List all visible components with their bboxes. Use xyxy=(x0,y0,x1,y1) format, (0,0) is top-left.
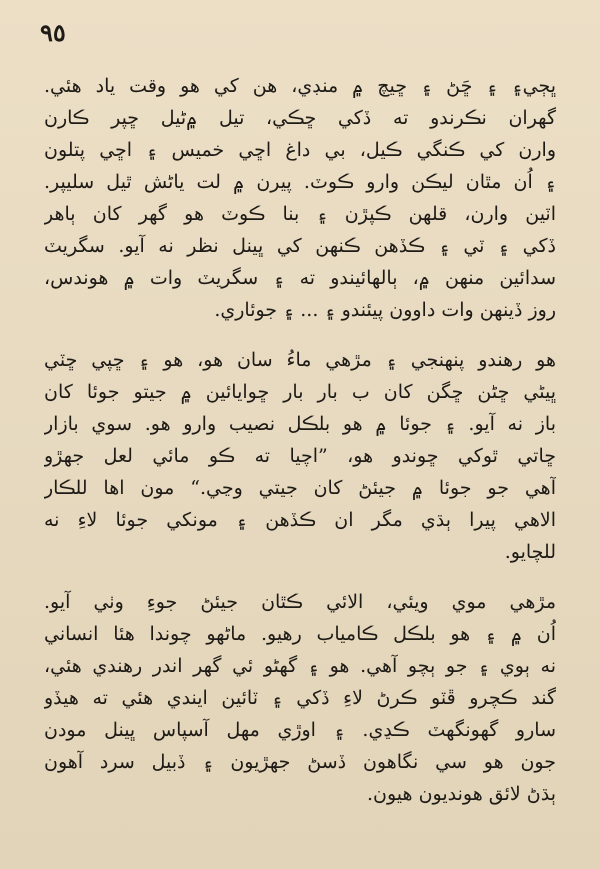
paragraph-2 xyxy=(44,344,556,568)
text-line: ٻڌڻ لائق هونديون هيون. xyxy=(366,783,556,805)
text-line: ڏکي ۽ ٽي ۽ ڪڏهن ڪنهن کي ڀينل نظر نه آيو. سگريٽ xyxy=(44,235,556,257)
text-line: ڀيڻي ڇڻن ڇگن کان ب بار بار ڇوايائين ۾ جيتو جوئا کان xyxy=(44,381,556,403)
text-line: سارو گهونگهٽ ڪڍي. ۽ اوڙي مهل آسپاس ڀينل مودن xyxy=(44,719,556,741)
text-line: مڙهي موي ويئي، الائي ڪٿان جيئڻ جوءِ وٺي آيو. xyxy=(44,591,556,613)
paragraph-3 xyxy=(44,586,556,810)
text-line: سدائين منهن ۾، ٻالهائيندو ته ۽ سگريٽ وات ۾ هوندس، xyxy=(44,267,556,289)
text-line: هو رهندو پنهنجي ۽ مڙهي ماءُ سان هو، هو ۽ ڇپي ڇٽي xyxy=(44,349,556,371)
text-line: وارن کي ڪنگي ڪيل، بي داغ اڇي خميس ۽ اڇي پتلون xyxy=(44,139,556,161)
text-line: آهي جو جوئا ۾ جيئڻ کان جيتي وڃي.“ مون اها للڪار xyxy=(44,477,556,499)
text-line: گهران نڪرندو ته ڏکي ڇڪي، تيل ۾ڻيل ڇپر ڪارن xyxy=(44,107,556,129)
text-line: اُن ۾ ۽ هو بلڪل ڪامياب رهيو. ماڻهو چوندا هئا انساني xyxy=(44,623,556,645)
text-line: ۽ اُن مٿان ليڪن وارو ڪوٽ. پيرن ۾ لت ياڻش ٿيل سليپر. xyxy=(44,171,556,193)
text-line: للچايو. xyxy=(504,541,556,563)
text-line: روز ڏينهن وات داوون پيئندو ۽ ... ۽ جوئاري. xyxy=(214,299,556,321)
text-line: ڀڄي۽ ۽ ڇَڻ ۽ ڇيچ ۾ منڊي، هن کي هو وقت ياد هئي. xyxy=(44,75,556,97)
text-line: جون هو سي نگاهون ڏسڻ جهڙيون ۽ ڏبيل سرد آهون xyxy=(44,751,556,773)
text-line: باز نه آيو. ۽ جوئا ۾ هو بلڪل نصيب وارو هو. سوي بازار xyxy=(44,413,556,435)
text-line: نه ٻوي ۽ جو ٻچو آهي. هو ۽ گهڻو ئي گهر اندر رهندي هئي، xyxy=(44,655,556,677)
paragraph-1 xyxy=(44,70,556,326)
text-line: گند ڪچرو ڦٽو ڪرڻ لاءِ ڏکي ۽ ٽائين ايندي هئي ته هيڏو xyxy=(44,687,556,709)
page-number: ٩٥ xyxy=(40,18,66,47)
text-line: الاهي پيرا ٻڌي مگر ان ڪڏهن ۽ مونکي جوئا لاءِ نه xyxy=(44,509,556,531)
body-text xyxy=(44,70,556,828)
text-line: ڇاتي ٿوکي ڇوندو هو، ”اچيا ته ڪو مائي لعل جهڙو xyxy=(44,445,556,467)
text-line: اٽين وارن، قلهن ڪپڙن ۽ بنا ڪوٽ هو گهر کان ٻاهر xyxy=(44,203,556,225)
